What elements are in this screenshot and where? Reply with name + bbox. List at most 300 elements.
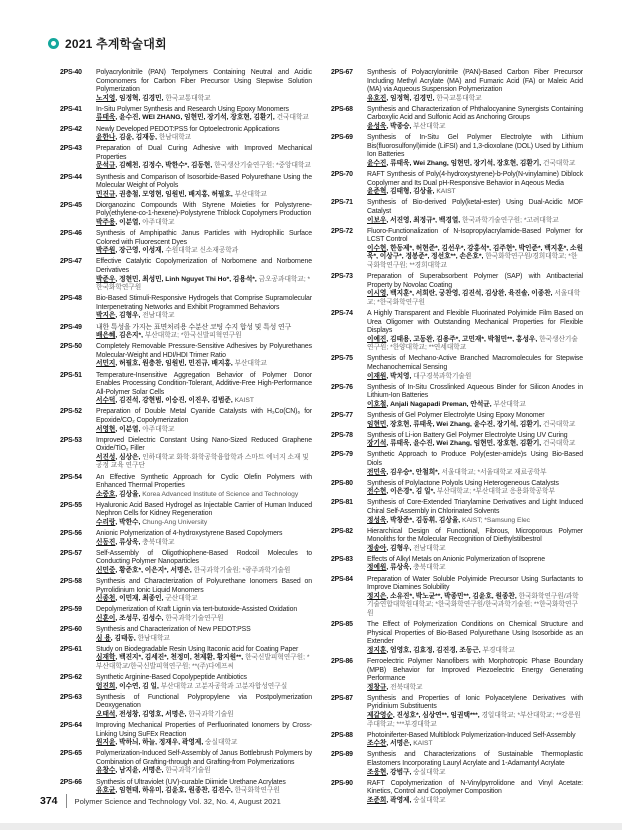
entry-body bbox=[360, 528, 583, 554]
entry-authors bbox=[96, 454, 312, 471]
coauthors: , 권충철, 모영현, 임원빈, 배지홍, 허필호, bbox=[115, 190, 235, 198]
journal-volume-line: Polymer Science and Technology Vol. 32, No. 4, August 2021 bbox=[74, 796, 281, 806]
abstract-entry bbox=[331, 751, 583, 777]
coauthors: , 김상율, bbox=[115, 490, 143, 498]
affiliation: 인하대학교 화학·화학공학융합학과 스마트 에너지 소재 및 공정 교육 연구단 bbox=[96, 453, 309, 470]
entry-authors bbox=[367, 469, 583, 478]
entry-body bbox=[360, 695, 583, 729]
abstract-entry bbox=[331, 480, 583, 497]
entry-authors bbox=[96, 654, 312, 671]
affiliation: 한국생산기술연구원; *중앙대학교 bbox=[214, 162, 311, 170]
coauthors: , 이민재, 최종인, bbox=[115, 595, 166, 603]
affiliation: 한남대학교 bbox=[158, 134, 192, 142]
entry-code: 2PS-84 bbox=[331, 575, 353, 583]
entry-title: Preparation of Superabsorbent Polymer (SAP) with Antibacterial Property by Novolac Coating bbox=[367, 273, 583, 289]
entry-authors bbox=[96, 114, 312, 123]
entry-body bbox=[89, 474, 312, 500]
affiliation: Korea Advanced Institute of Science and Technology bbox=[142, 490, 299, 498]
coauthors: , bbox=[386, 683, 391, 691]
presenting-author: 정송아 bbox=[367, 544, 387, 552]
coauthors: , 김태동, bbox=[110, 634, 138, 642]
abstract-entry bbox=[331, 658, 583, 692]
affiliation: 금오공과대학교; *한국화학연구원 bbox=[96, 275, 311, 292]
conference-title: 2021 추계학술대회 bbox=[65, 37, 167, 51]
entry-authors bbox=[367, 401, 583, 410]
entry-title: Bio-Based Stimuli-Responsive Hydrogels that Comprise Supramolecular Interpenetrating Networks and Exhibit Programmed Behaviors bbox=[96, 295, 312, 311]
abstract-entry bbox=[60, 502, 312, 528]
abstract-entry bbox=[331, 780, 583, 806]
entry-authors bbox=[96, 276, 312, 293]
abstract-entry bbox=[60, 230, 312, 256]
entry-title: Effective Catalytic Copolymerization of Norbornene and Norbornene Derivatives bbox=[96, 258, 312, 274]
entry-code: 2PS-85 bbox=[331, 621, 353, 629]
abstract-entry bbox=[60, 722, 312, 748]
entry-code: 2PS-89 bbox=[331, 751, 353, 759]
abstract-entry bbox=[60, 530, 312, 547]
coauthors: , 강범구, bbox=[386, 768, 414, 776]
abstract-entry bbox=[60, 145, 312, 171]
entry-body bbox=[360, 780, 583, 806]
affiliation: 충북대학교 bbox=[413, 564, 446, 572]
abstract-column-left bbox=[60, 69, 312, 808]
abstract-entry bbox=[60, 646, 312, 672]
affiliation: 건국대학교 bbox=[276, 114, 309, 122]
entry-title: A Highly Transparent and Flexible Fluorinated Polyimide Film Based on Urea Oligomer with Outstanding Mechanical Properties for Flexible Displays bbox=[367, 309, 583, 335]
abstract-entry bbox=[60, 474, 312, 500]
presenting-author: 정창규 bbox=[367, 683, 387, 691]
presenting-author: 엄진희 bbox=[96, 682, 116, 690]
coauthors: , 김윤, 김재동, bbox=[115, 134, 159, 142]
entry-title: Temperature-Insensitive Aggregation Behavior of Polymer Donor Enables Processing Condition-Tolerant, Additive-Free High-Performance All-Polymer Solar Cells bbox=[96, 371, 312, 396]
entry-title: Study on Biodegradable Resin Using Itaconic acid for Coating Paper bbox=[96, 645, 299, 653]
abstract-entry bbox=[60, 408, 312, 434]
entry-body bbox=[89, 202, 312, 228]
entry-code: 2PS-81 bbox=[331, 499, 353, 507]
entry-title: Synthesis of Bio-derived Poly(ketal-ester) Using Dual-Acidic MOF Catalyst bbox=[367, 199, 583, 215]
presenting-author: 소중호 bbox=[96, 490, 116, 498]
affiliation: Chung-Ang University bbox=[142, 519, 208, 526]
entry-body bbox=[360, 310, 583, 353]
abstract-entry bbox=[60, 694, 312, 720]
abstract-entry bbox=[331, 499, 583, 525]
presenting-author: 원지윤 bbox=[96, 739, 116, 747]
coauthors: , 남지윤, 서명은, bbox=[115, 767, 166, 775]
presenting-author: 서민지 bbox=[96, 360, 116, 368]
entry-body bbox=[360, 576, 583, 619]
affiliation: 한남대학교 bbox=[137, 634, 170, 642]
presenting-author: 문석규 bbox=[96, 162, 116, 170]
entry-code: 2PS-57 bbox=[60, 549, 82, 557]
entry-body bbox=[89, 646, 312, 672]
entry-title: Synthesis and Characterization of Polyurethane Ionomers Based on Pyrrolidinium Ionic Liquid Monomers bbox=[96, 578, 312, 594]
presenting-author: 임현민 bbox=[367, 420, 387, 428]
coauthors: , 서명은, bbox=[386, 740, 414, 748]
entry-code: 2PS-71 bbox=[331, 199, 353, 207]
coauthors: , 심상은, bbox=[115, 453, 143, 461]
affiliation: 한국교통대학교 bbox=[436, 94, 482, 102]
abstract-entry bbox=[331, 556, 583, 573]
abstract-entry bbox=[331, 621, 583, 655]
affiliation: 전북대학교 bbox=[390, 683, 423, 691]
affiliation: 한국화학연구원/경희대학교; *한국화학연구원; **경희대학교 bbox=[367, 253, 578, 269]
affiliation: KAIST bbox=[413, 740, 433, 748]
affiliation: 한국교통대학교 bbox=[165, 94, 211, 102]
entry-code: 2PS-64 bbox=[60, 721, 82, 729]
affiliation: 한국과학기술연구원 bbox=[165, 614, 224, 622]
coauthors: , 한동제*, 허현준*, 김선우*, 강홍석*, 김주현*, 박인준*, 백지훈*, 소원욱*, 이상구*, 정봉준*, 정선호**, 손은호*, bbox=[367, 244, 583, 261]
entry-body bbox=[89, 550, 312, 576]
entry-body bbox=[89, 145, 312, 171]
entry-code: 2PS-69 bbox=[331, 134, 353, 142]
entry-code: 2PS-49 bbox=[60, 323, 82, 331]
entry-title: Synthesis of Polylactone Polyols Using Heterogeneous Catalysts bbox=[367, 479, 559, 487]
presenting-author: 심재학 bbox=[96, 654, 116, 662]
affiliation: 부산대학교 bbox=[493, 400, 526, 408]
entry-authors bbox=[96, 426, 312, 435]
entry-code: 2PS-54 bbox=[60, 473, 82, 481]
scan-edge bbox=[0, 823, 622, 830]
entry-authors bbox=[367, 217, 583, 226]
presenting-author: 조수찬 bbox=[367, 740, 387, 748]
entry-title: 내한 특성을 가지는 표면처리용 수분산 코팅 수지 합성 및 특성 연구 bbox=[96, 323, 292, 331]
presenting-author: 유호균 bbox=[96, 787, 116, 795]
affiliation: 한국화학연구원/과학기술연합대학원대학교; *한국화학연구원/한국과학기술원; **한국화학연구원 bbox=[367, 592, 579, 617]
entry-title: Synthesis of Mechano-Active Branched Macromolecules for Stepwise Mechanochemical Sensing bbox=[367, 355, 583, 371]
entry-body bbox=[89, 408, 312, 434]
presenting-author: 박준우 bbox=[96, 275, 116, 283]
entry-title: Improving Mechanical Properties of Perfluorinated Ionomers by Cross-Linking Using SuFEx Reaction bbox=[96, 721, 312, 738]
entry-body bbox=[360, 499, 583, 525]
coauthors: , 박종승, bbox=[386, 123, 414, 131]
entry-body bbox=[360, 412, 583, 429]
footer-divider bbox=[66, 794, 67, 808]
affiliation: 숭실대학교 bbox=[413, 796, 446, 804]
entry-title: Synthesis of Li-ion Battery Gel Polymer Electrolyte Using UV Curing bbox=[367, 431, 568, 439]
entry-body bbox=[89, 694, 312, 720]
coauthors: , Anjali Nagapadi Preman, 안석균, bbox=[386, 400, 494, 408]
affiliation: 건국대학교 bbox=[543, 159, 576, 167]
abstract-entry bbox=[331, 310, 583, 353]
entry-code: 2PS-70 bbox=[331, 171, 353, 179]
affiliation: 군산대학교 bbox=[165, 595, 198, 603]
presenting-author: 유창수 bbox=[96, 767, 116, 775]
coauthors: , 류태욱, 윤수진, Wei Zhang, 임현민, 장호현, 김환기, bbox=[386, 440, 543, 448]
coauthors: , 정현민, 최성민, Linh Nguyet Thi Ho*, 김용석*, bbox=[115, 275, 259, 283]
coauthors: , 이수연, 김 일, bbox=[115, 682, 161, 690]
entry-authors bbox=[367, 336, 583, 353]
affiliation: 부산대학교 고분자공학과 고분자합성연구실 bbox=[160, 682, 288, 690]
entry-code: 2PS-47 bbox=[60, 258, 82, 266]
presenting-author: 윤성욱 bbox=[367, 123, 387, 131]
affiliation: 한국화학연구원 bbox=[234, 787, 280, 795]
presenting-author: 정지은 bbox=[367, 592, 387, 600]
entry-body bbox=[360, 69, 583, 103]
entry-code: 2PS-59 bbox=[60, 606, 82, 614]
affiliation: 부경대학교 bbox=[482, 646, 515, 654]
affiliation: 대구경북과학기술원 bbox=[413, 372, 472, 380]
entry-title: Effects of Alkyl Metals on Anionic Polymerization of Isoprene bbox=[367, 555, 545, 563]
abstract-entry bbox=[60, 750, 312, 776]
entry-authors bbox=[367, 564, 583, 573]
entry-body bbox=[89, 324, 312, 341]
coauthors: , 임현태, 하유미, 김윤호, 원종찬, 김진수, bbox=[115, 787, 235, 795]
entry-title: Synthesis of Polyacrylonitrile (PAN)-Based Carbon Fiber Precursor Including Methyl Acrylate (MA) and Fumaric Acid (FA) or Maleic Acid (MA) via Aqueous Suspension Polymerization bbox=[367, 69, 583, 94]
entry-code: 2PS-48 bbox=[60, 295, 82, 303]
entry-authors bbox=[96, 567, 312, 576]
entry-title: Synthetic Approach to Produce Poly(ester-amide)s Using Bio-Based Diols bbox=[367, 451, 583, 467]
entry-code: 2PS-83 bbox=[331, 555, 353, 563]
presenting-author: 전민욱 bbox=[367, 468, 387, 476]
entry-authors bbox=[96, 162, 312, 171]
affiliation: 서울대학교; *한국화학연구원 bbox=[367, 290, 581, 306]
entry-body bbox=[89, 750, 312, 776]
entry-body bbox=[89, 674, 312, 691]
presenting-author: 류태욱 bbox=[96, 114, 116, 122]
presenting-author: 이호철 bbox=[367, 400, 387, 408]
abstract-entry bbox=[331, 384, 583, 410]
affiliation: 충북대학교 bbox=[142, 538, 175, 546]
abstract-entry bbox=[60, 343, 312, 369]
entry-code: 2PS-67 bbox=[331, 69, 353, 76]
entry-title: Depolymerization of Kraft Lignin via tert-butoxide-Assisted Oxidation bbox=[96, 606, 298, 614]
coauthors: , 이분열, bbox=[115, 219, 143, 226]
abstract-entry bbox=[331, 355, 583, 381]
abstract-entry bbox=[60, 202, 312, 228]
entry-body bbox=[89, 530, 312, 547]
abstract-entry bbox=[60, 550, 312, 576]
coauthors: , 류태욱, Wei Zhang, 임현민, 장기석, 장호현, 김환기, bbox=[386, 159, 543, 167]
presenting-author: 정성욱 bbox=[367, 516, 387, 524]
entry-title: Synthesis and Characterization of Phthalocyanine Synergists Containing Carboxylic Acid and Sulfonic Acid as Anchoring Groups bbox=[367, 105, 583, 122]
abstract-entry bbox=[331, 273, 583, 307]
coauthors: , 김태형, 김상율, bbox=[386, 188, 437, 196]
entry-code: 2PS-42 bbox=[60, 125, 82, 133]
abstract-entry bbox=[60, 674, 312, 691]
entry-authors bbox=[96, 191, 312, 200]
entry-authors bbox=[96, 134, 312, 143]
affiliation: 한국과학기술원; *광주과학기술원 bbox=[193, 566, 291, 574]
abstract-column-right bbox=[331, 69, 583, 808]
entry-authors bbox=[96, 635, 312, 644]
affiliation: 한국생산기술연구원; *한양대학교; **연세대학교 bbox=[367, 335, 578, 352]
entry-authors bbox=[96, 519, 312, 528]
abstract-entry bbox=[331, 451, 583, 477]
affiliation: 아주대학교 bbox=[142, 219, 175, 226]
entry-body bbox=[89, 126, 312, 143]
presenting-author: 박주용 bbox=[96, 219, 116, 226]
entry-body bbox=[89, 502, 312, 528]
coauthors: , 허필호, 원충찬, 임원빈, 민진규, 배지홍, bbox=[115, 360, 235, 368]
affiliation: 전남대학교 bbox=[142, 312, 175, 320]
affiliation: 전남대학교 bbox=[413, 544, 446, 552]
entry-code: 2PS-40 bbox=[60, 69, 82, 76]
coauthors: , 김형우, bbox=[115, 312, 143, 320]
entry-code: 2PS-87 bbox=[331, 694, 353, 702]
entry-body bbox=[360, 171, 583, 197]
presenting-author: 노지영 bbox=[96, 94, 116, 102]
entry-title: In-Situ Polymer Synthesis and Research Using Epoxy Monomers bbox=[96, 105, 289, 113]
entry-authors bbox=[367, 123, 583, 132]
entry-body bbox=[360, 621, 583, 655]
presenting-author: 박주원 bbox=[96, 247, 116, 255]
affiliation: KAIST bbox=[436, 188, 456, 196]
entry-code: 2PS-58 bbox=[60, 578, 82, 586]
presenting-author: 오태석 bbox=[96, 710, 116, 718]
page-header bbox=[48, 35, 167, 52]
entry-body bbox=[89, 230, 312, 256]
entry-body bbox=[89, 437, 312, 471]
entry-title: Synthesis of In-Situ Crosslinked Aqueous Binder for Silicon Anodes in Lithium-Ion Batteries bbox=[367, 383, 583, 400]
entry-title: Anionic Polymerization of 4-hydroxystyrene Based Copolymers bbox=[96, 530, 283, 538]
coauthors: , 진성호*, 심상연**, 임권택***, bbox=[392, 711, 482, 719]
abstract-entry bbox=[60, 626, 312, 643]
coauthors: , 엄영호, 김효정, 김진경, 조동근, bbox=[386, 646, 483, 654]
entry-authors bbox=[96, 595, 312, 604]
entry-body bbox=[89, 69, 312, 103]
entry-code: 2PS-45 bbox=[60, 201, 82, 209]
entry-body bbox=[360, 273, 583, 307]
entry-title: Synthesis of Gel Polymer Electrolyte Using Epoxy Monomer bbox=[367, 411, 545, 419]
entry-code: 2PS-55 bbox=[60, 501, 82, 509]
entry-code: 2PS-53 bbox=[60, 436, 82, 444]
presenting-author: 박지은 bbox=[96, 312, 116, 320]
entry-authors bbox=[96, 360, 312, 369]
entry-title: Improved Dielectric Constant Using Nano-Sized Reduced Graphene Oxide/TiO₂ Filler bbox=[96, 436, 312, 453]
presenting-author: 제갈영순 bbox=[367, 711, 393, 719]
entry-authors bbox=[367, 647, 583, 656]
entry-code: 2PS-76 bbox=[331, 383, 353, 391]
entry-authors bbox=[96, 711, 312, 720]
entry-code: 2PS-44 bbox=[60, 173, 82, 181]
affiliation: KAIST; *Samsung Elec bbox=[462, 516, 531, 524]
entry-code: 2PS-56 bbox=[60, 530, 82, 538]
abstract-entry bbox=[60, 372, 312, 406]
entry-title: Diorganozinc Compounds With Styrene Moieties for Polystyrene-Poly(ethylene-co-1-hexene)-Polystyrene Triblock Copolymers Production bbox=[96, 201, 312, 218]
coauthors: , 박하늬, 하늘, 정재우, 곽영제, bbox=[115, 739, 206, 747]
abstract-entry bbox=[331, 134, 583, 168]
abstract-entry bbox=[331, 412, 583, 429]
abstract-entry bbox=[60, 295, 312, 321]
entry-authors bbox=[367, 245, 583, 271]
entry-body bbox=[360, 732, 583, 749]
abstract-entry bbox=[331, 695, 583, 729]
abstract-entry bbox=[60, 437, 312, 471]
entry-authors bbox=[367, 769, 583, 778]
entry-body bbox=[360, 556, 583, 573]
presenting-author: 정지훈 bbox=[367, 646, 387, 654]
entry-body bbox=[89, 722, 312, 748]
affiliation: KAIST bbox=[234, 397, 254, 405]
coauthors: , 백진지*, 김세진*, 천정미, 천제환, 황지원**, bbox=[115, 654, 245, 662]
entry-title: Hierarchical Design of Functional, Fibrous, Microporous Polymer Monoliths for the Molecular Recognition of Diethylstilbestrol bbox=[367, 527, 583, 544]
entry-title: Synthesis and Properties of Ionic Polyacetylene Derivatives with Pyridinium Substituents bbox=[367, 694, 583, 711]
entry-title: The Effect of Polymerization Conditions on Chemical Structure and Physical Properties of Bio-Based Polyurethane Using Isosorbide as an Extender bbox=[367, 621, 583, 646]
abstract-entry bbox=[60, 106, 312, 123]
coauthors: , 김은지*, bbox=[115, 332, 145, 340]
coauthors: , 전성창, 김영호, 서명은, bbox=[115, 710, 189, 718]
abstract-entry bbox=[331, 228, 583, 271]
entry-authors bbox=[96, 332, 312, 341]
entry-body bbox=[89, 295, 312, 321]
coauthors: , 박치영, bbox=[386, 372, 414, 380]
entry-code: 2PS-52 bbox=[60, 408, 82, 416]
entry-code: 2PS-80 bbox=[331, 479, 353, 487]
entry-authors bbox=[96, 615, 312, 624]
entry-authors bbox=[96, 539, 312, 548]
entry-code: 2PS-73 bbox=[331, 273, 353, 281]
entry-code: 2PS-51 bbox=[60, 371, 82, 379]
entry-authors bbox=[367, 545, 583, 554]
entry-title: Polymerization-Induced Self-Assembly of Janus Bottlebrush Polymers by Combination of Grafting-through and Grafting-from Polymerizations bbox=[96, 750, 312, 766]
entry-body bbox=[360, 355, 583, 381]
entry-authors bbox=[367, 684, 583, 693]
affiliation: 한국과학기술연구원; *고려대학교 bbox=[462, 216, 559, 224]
affiliation: 건국대학교 bbox=[543, 420, 576, 428]
presenting-author: 윤한나 bbox=[96, 134, 116, 142]
affiliation: 서울대학교; *서울대학교 재료공학부 bbox=[441, 468, 547, 476]
entry-authors bbox=[367, 517, 583, 526]
entry-code: 2PS-66 bbox=[60, 778, 82, 786]
entry-title: Preparation of Water Soluble Polyimide Precursor Using Surfactants to Improve Diamines Solubility bbox=[367, 575, 583, 592]
coauthors: , 이분열, bbox=[115, 425, 143, 433]
entry-code: 2PS-74 bbox=[331, 309, 353, 317]
entry-authors bbox=[96, 312, 312, 321]
entry-code: 2PS-68 bbox=[331, 105, 353, 113]
abstract-entry bbox=[331, 199, 583, 225]
abstract-entry bbox=[331, 576, 583, 619]
entry-body bbox=[360, 751, 583, 777]
coauthors: , 이은경*, 김 일*, bbox=[386, 488, 437, 496]
entry-code: 2PS-50 bbox=[60, 343, 82, 351]
affiliation: 부산대학교; *부산대학교 응용화학공학부 bbox=[436, 488, 555, 496]
entry-body bbox=[360, 228, 583, 271]
presenting-author: 조웅현 bbox=[367, 768, 387, 776]
entry-code: 2PS-41 bbox=[60, 105, 82, 113]
entry-title: Synthetic Arginine-Based Copolypeptide Antibiotics bbox=[96, 674, 247, 681]
entry-authors bbox=[367, 740, 583, 749]
presenting-author: 유호진 bbox=[367, 94, 387, 102]
entry-authors bbox=[96, 683, 312, 692]
entry-body bbox=[89, 174, 312, 200]
entry-title: Self-Assembly of Oligothiophene-Based Rodcoil Molecules to Conducting Polymer Nanoparticles bbox=[96, 549, 312, 566]
entry-title: Synthesis and Comparison of Isosorbide-Based Polyurethane Using the Molecular Weight of Polyols bbox=[96, 173, 312, 190]
coauthors: , 서진영, 최정규*, 백경열, bbox=[386, 216, 462, 224]
entry-title: An Effective Synthetic Approach for Cyclic Olefin Polymers with Enhanced Thermal Properties bbox=[96, 473, 312, 490]
affiliation: 한국신발피혁연구원; *부산대학교/한국신발피혁연구원; **(주)다에프씨 bbox=[96, 654, 310, 670]
entry-authors bbox=[367, 160, 583, 169]
presenting-author: 신동진 bbox=[96, 538, 116, 546]
entry-code: 2PS-61 bbox=[60, 645, 82, 653]
entry-authors bbox=[96, 219, 312, 228]
coauthors: , 박한수, bbox=[115, 519, 143, 526]
presenting-author: 장기석 bbox=[367, 440, 387, 448]
entry-body bbox=[89, 106, 312, 123]
coauthors: , 김진석, 강현범, 이승진, 이진우, 김범준, bbox=[115, 397, 235, 405]
affiliation: 한국과학기술원 bbox=[188, 710, 234, 718]
abstract-entry bbox=[331, 732, 583, 749]
entry-title: Photoiniferter-Based Multiblock Polymerization-Induced Self-Assembly bbox=[367, 731, 576, 739]
entry-authors bbox=[96, 739, 312, 748]
entry-body bbox=[360, 451, 583, 477]
entry-authors bbox=[367, 290, 583, 307]
affiliation: 건국대학교 bbox=[543, 440, 576, 448]
coauthors: , 곽영제, bbox=[386, 796, 414, 804]
coauthors: , 김혜천, 김정수, 박한수*, 김동현, bbox=[115, 162, 215, 170]
entry-body bbox=[89, 343, 312, 369]
entry-title: Hyaluronic Acid Based Hydrogel as Injectable Carrier of Human Induced Nephron Cells for Kidney Regeneration bbox=[96, 501, 312, 518]
affiliation: 부산대학교; *한국신발피혁연구원 bbox=[144, 332, 242, 340]
presenting-author: 전수현 bbox=[367, 488, 387, 496]
